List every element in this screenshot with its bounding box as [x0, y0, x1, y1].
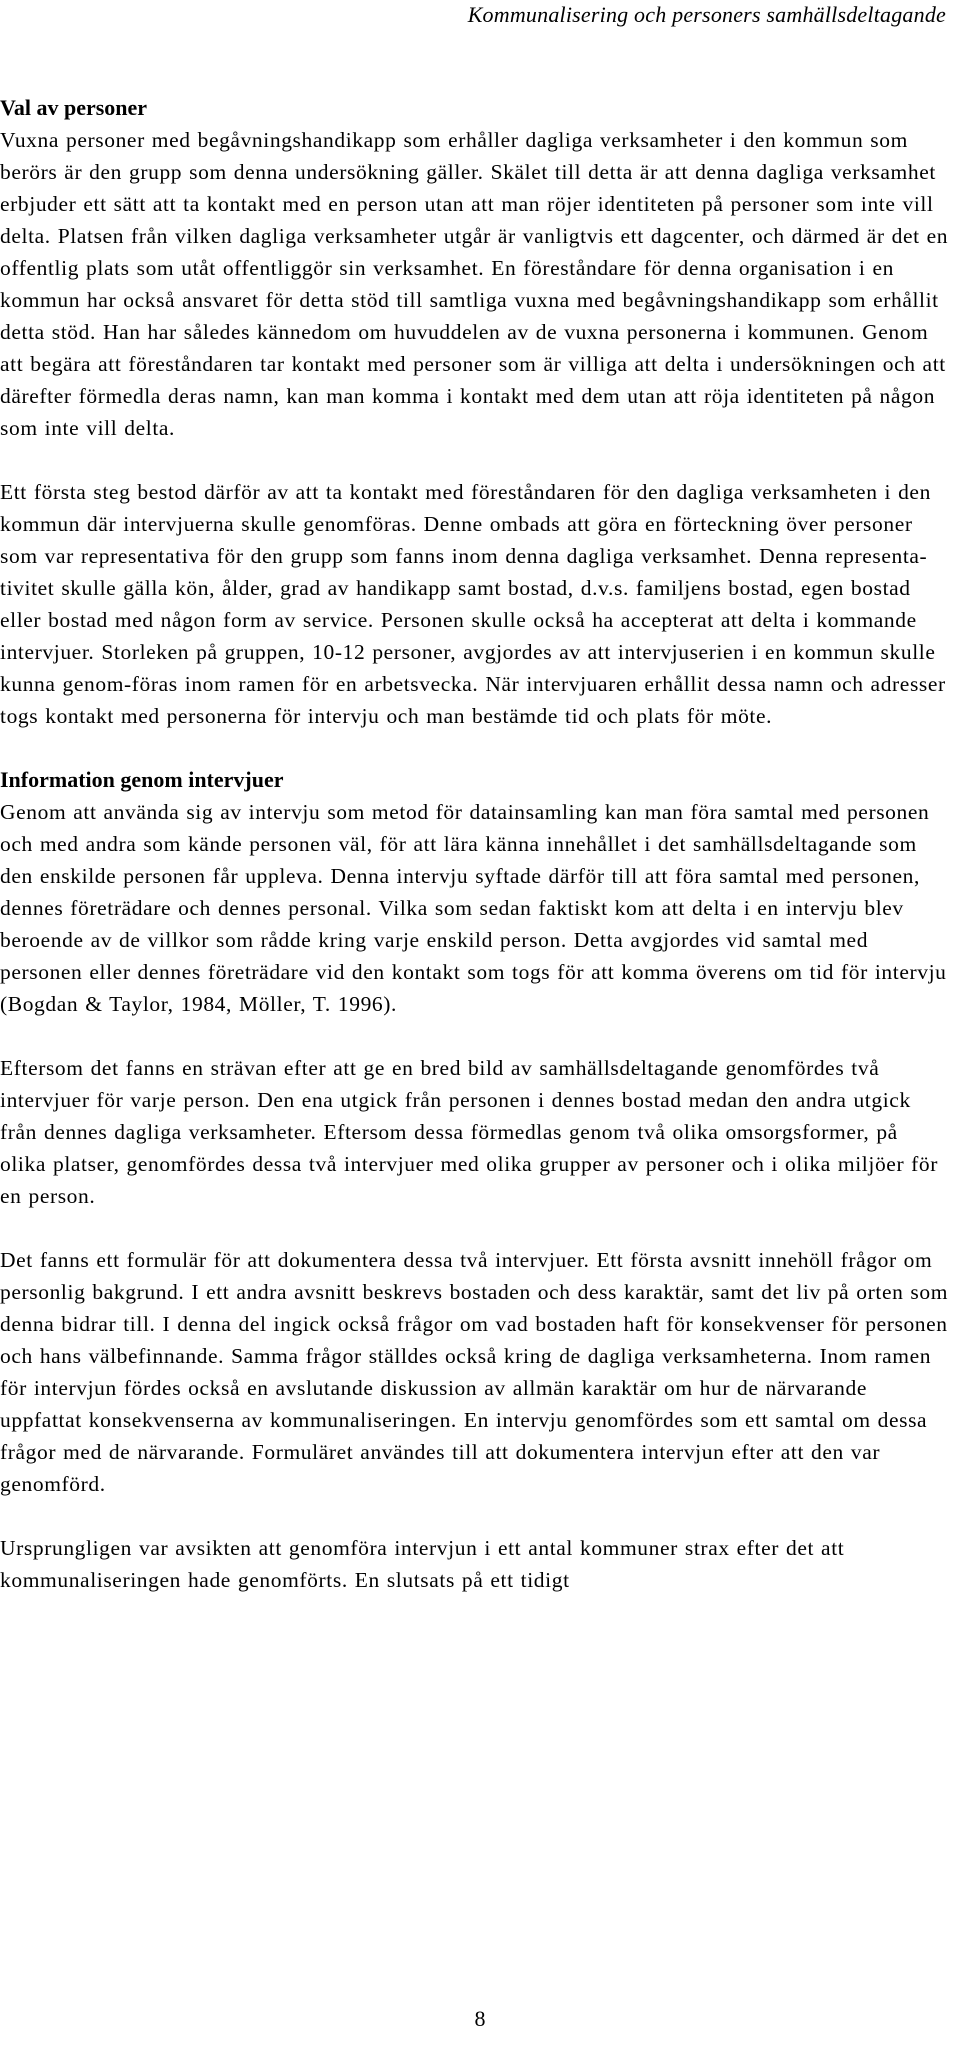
paragraph-gap	[0, 444, 950, 476]
paragraph: Eftersom det fanns en strävan efter att ge en bred bild av samhällsdeltagande genomfördes två intervjuer för varje person. Den ena utgick från personen i dennes bostad medan den andra utgick från dennes dagliga verksamheter. Eftersom dessa förmedlas genom två olika omsorgsformer, på olika platser, genomfördes dessa två intervjuer med olika grupper av personer och i olika miljöer för en person.	[0, 1056, 939, 1208]
running-header: Kommunalisering och personers samhällsdeltagande	[467, 2, 946, 27]
paragraph: Ett första steg bestod därför av att ta kontakt med föreståndaren för den dagliga verksamheten i den kommun där intervjuerna skulle genomföras. Denne ombads att göra en förteckning över personer som var representativa för den grupp som fanns inom denna dagliga verksamhet. Denna representa-tivitet skulle gälla kön, ålder, grad av handikapp samt bostad, d.v.s. familjens bostad, egen bostad eller bostad med någon form av service. Personen skulle också ha accepterat att delta i kommande intervjuer. Storleken på gruppen, 10-12 personer, avgjordes av att intervjuserien i en kommun skulle kunna genom-föras inom ramen för en arbetsvecka. När intervjuaren erhållit dessa namn och adresser togs kontakt med personerna för intervju och man bestämde tid och plats för möte.	[0, 480, 946, 728]
document-body	[0, 92, 950, 1596]
section-heading-val-av-personer: Val av personer	[0, 95, 148, 120]
paragraph: Ursprungligen var avsikten att genomföra intervjun i ett antal kommuner strax efter det att kommunaliseringen hade genomförts. En slutsats på ett tidigt	[0, 1536, 845, 1592]
paragraph: Genom att använda sig av intervju som metod för datainsamling kan man föra samtal med personen och med andra som kände personen väl, för att lära känna innehållet i det samhällsdeltagande som den enskilde personen får uppleva. Denna intervju syftade därför till att föra samtal med personen, dennes företrädare och dennes personal. Vilka som sedan faktiskt kom att delta i en intervju blev beroende av de villkor som rådde kring varje enskild person. Detta avgjordes vid samtal med personen eller dennes företrädare vid den kontakt som togs för att komma överens om tid för intervju (Bogdan & Taylor, 1984, Möller, T. 1996).	[0, 800, 947, 1016]
paragraph-gap	[0, 1500, 950, 1532]
paragraph-gap	[0, 1212, 950, 1244]
paragraph-gap	[0, 732, 950, 764]
paragraph-gap	[0, 1020, 950, 1052]
paragraph: Det fanns ett formulär för att dokumentera dessa två intervjuer. Ett första avsnitt innehöll frågor om personlig bakgrund. I ett andra avsnitt beskrevs bostaden och dess karaktär, samt det liv på orten som denna bidrar till. I denna del ingick också frågor om vad bostaden haft för konsekvenser för personen och hans välbefinnande. Samma frågor ställdes också kring de dagliga verksamheterna. Inom ramen för intervjun fördes också en avslutande diskussion av allmän karaktär om hur de närvarande uppfattat konsekvenserna av kommunaliseringen. En intervju genomfördes som ett samtal om dessa frågor med de närvarande. Formuläret användes till att dokumentera intervjun efter att den var genomförd.	[0, 1248, 949, 1496]
paragraph: Vuxna personer med begåvningshandikapp som erhåller dagliga verksamheter i den kommun som berörs är den grupp som denna undersökning gäller. Skälet till detta är att denna dagliga verksamhet erbjuder ett sätt att ta kontakt med en person utan att man röjer identiteten på personer som inte vill delta. Platsen från vilken dagliga verksamheter utgår är vanligtvis ett dagcenter, och därmed är det en offentlig plats som utåt offentliggör sin verksamhet. En föreståndare för denna organisation i en kommun har också ansvaret för detta stöd till samtliga vuxna med begåvningshandikapp som erhållit detta stöd. Han har således kännedom om huvuddelen av de vuxna personerna i kommunen. Genom att begära att föreståndaren tar kontakt med personer som är villiga att delta i undersökningen och att därefter förmedla deras namn, kan man komma i kontakt med dem utan att röja identiteten på någon som inte vill delta.	[0, 128, 949, 440]
page-number: 8	[474, 2006, 486, 2031]
section-heading-information-genom-intervjuer: Information genom intervjuer	[0, 767, 284, 792]
